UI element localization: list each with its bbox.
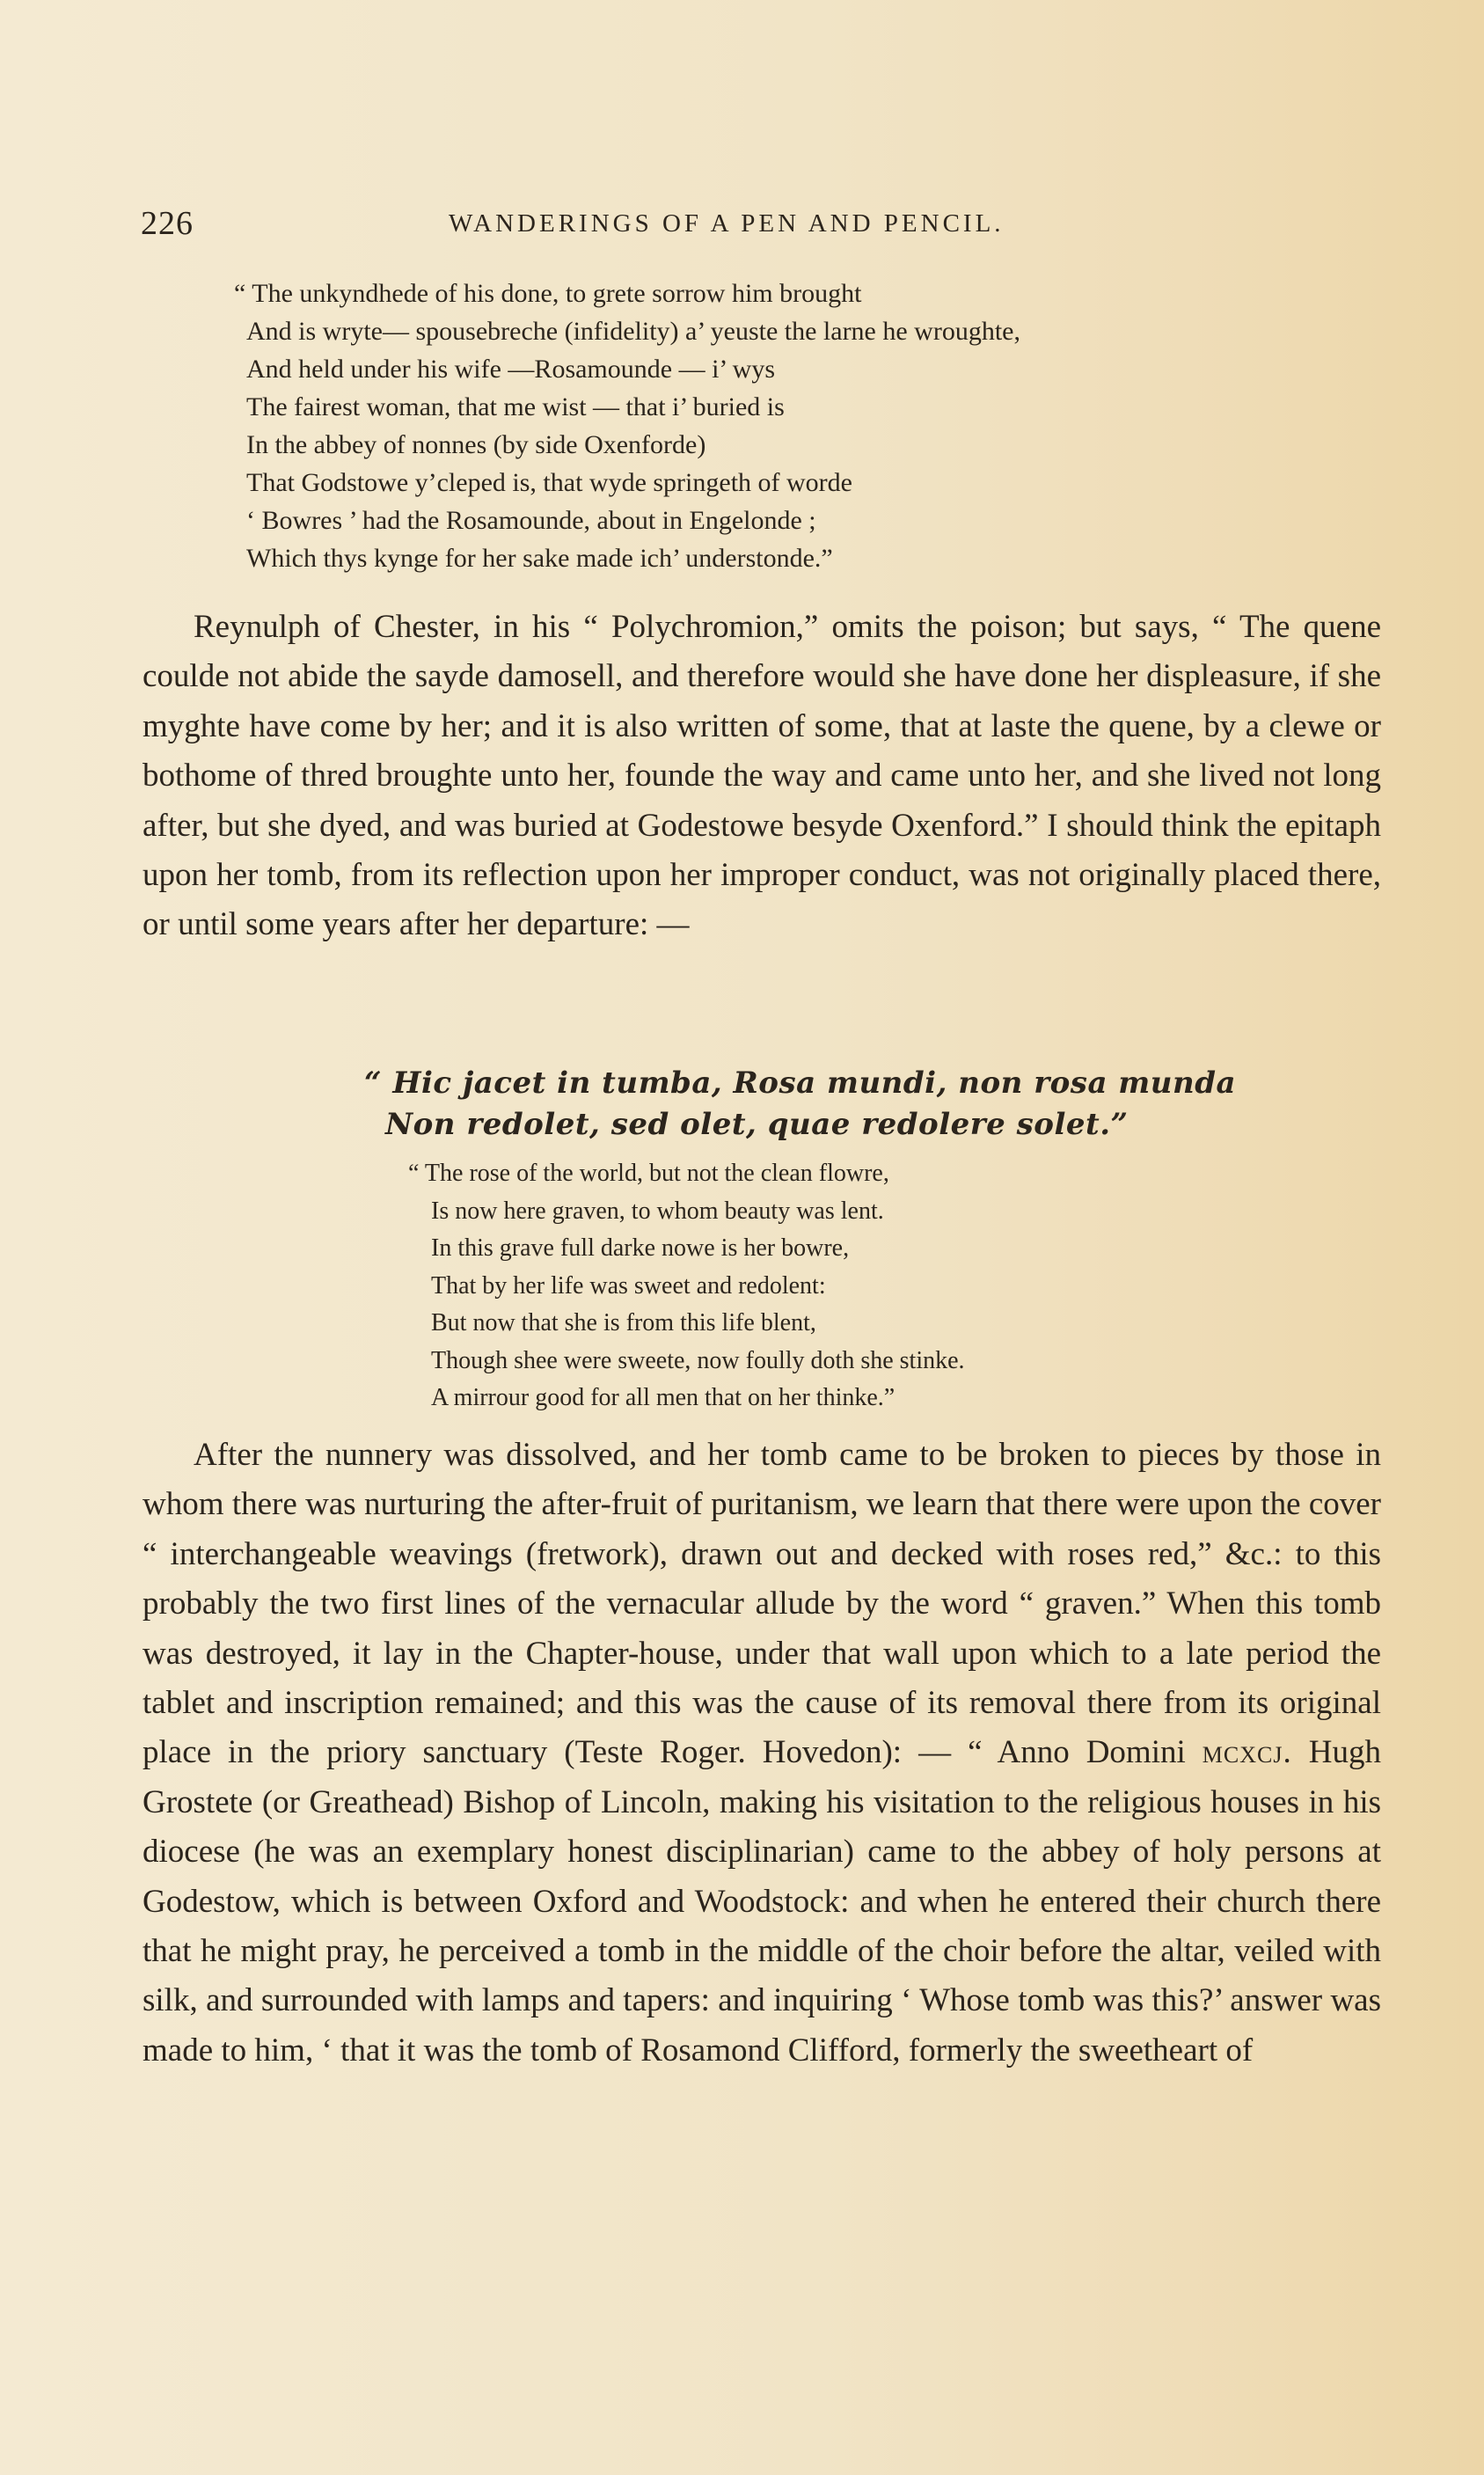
verse-quotation-robert-of-gloucester (234, 275, 1020, 577)
running-title: WANDERINGS OF A PEN AND PENCIL. (449, 209, 1005, 238)
page-number: 226 (141, 205, 194, 242)
verse-line: That Godstowe y’cleped is, that wyde springeth of worde (246, 468, 852, 497)
latin-epitaph (364, 1063, 1236, 1146)
paragraph-text: Reynulph of Chester, in his “ Polychromion,” omits the poison; but says, “ The quene coulde not abide the sayde damosell, and therefore would she have done her displeasure, if she myghte have come by her; and it is also written of some, that at laste the quene, by a clewe or bothome of thred broughte unto her, founde the way and came unto her, and she lived not long after, but she dyed, and was buried at Godestowe besyde Oxenford.” I should think the epitaph upon her tomb, from its reflection upon her improper conduct, was not originally placed there, or until some years after her departure: — (143, 609, 1381, 943)
verse-line: But now that she is from this life blent, (431, 1309, 816, 1336)
verse-line: That by her life was sweet and redolent: (431, 1271, 826, 1300)
epitaph-line: “ Hic jacet in tumba, Rosa mundi, non rosa munda (364, 1065, 1237, 1101)
verse-line: A mirrour good for all men that on her thinke.” (431, 1384, 896, 1411)
verse-line: Is now here graven, to whom beauty was lent. (431, 1197, 884, 1225)
verse-line: In the abbey of nonnes (by side Oxenforde) (246, 430, 706, 459)
paragraph-text-part-b: Hugh Grostete (or Greathead) Bishop of Lincoln, making his visitation to the religious houses in his diocese (he was an exemplary honest disciplinarian) came to the abbey of holy persons at Godestow, which is between Oxford and Woodstock: and when he entered their church there that he might pray, he perceived a tomb in the middle of the choir before the altar, veiled with silk, and surrounded with lamps and tapers: and inquiring ‘ Whose tomb was this?’ answer was made to him, ‘ that it was the tomb of Rosamond Clifford, formerly the sweetheart of (143, 1734, 1381, 2069)
paragraph-body (143, 1431, 1381, 2076)
verse-line: Which thys kynge for her sake made ich’ understonde.” (246, 544, 833, 573)
verse-line: “ The unkyndhede of his done, to grete sorrow him brought (234, 279, 862, 308)
verse-line: In this grave full darke nowe is her bowre, (431, 1234, 850, 1262)
verse-line: “ The rose of the world, but not the clean flowre, (408, 1160, 889, 1187)
verse-line: And held under his wife —Rosamounde — i’ wys (246, 355, 776, 384)
page-header (141, 204, 1381, 248)
epitaph-translation-verse (408, 1155, 965, 1417)
verse-line: ‘ Bowres ’ had the Rosamounde, about in Engelonde ; (246, 506, 816, 535)
verse-line: The fairest woman, that me wist — that i’ buried is (246, 392, 785, 421)
verse-line: Though shee were sweete, now foully doth she stinke. (431, 1346, 965, 1374)
epitaph-line: Non redolet, sed olet, quae redolere solet.” (385, 1107, 1129, 1142)
verse-line: And is wryte— spousebreche (infidelity) a’ yeuste the larne he wroughte, (246, 317, 1020, 346)
paragraph-nunnery-dissolved (143, 1431, 1381, 2076)
paragraph-text-part-a: After the nunnery was dissolved, and her tomb came to be broken to pieces by those in whom there was nurturing the after-fruit of puritanism, we learn that there were upon the cover “ interchangeable weavings (fretwork), drawn out and decked with roses red,” &c.: to this probably the two first lines of the vernacular allude by the word “ graven.” When this tomb was destroyed, it lay in the Chapter-house, under that wall upon which to a late period the tablet and inscription remained; and this was the cause of its removal there from its original place in the priory sanctuary (Teste Roger. Hovedon): — “ Anno Domini (143, 1437, 1381, 1771)
paragraph-reynulph (143, 603, 1381, 950)
roman-year: mcxcj. (1202, 1734, 1292, 1771)
